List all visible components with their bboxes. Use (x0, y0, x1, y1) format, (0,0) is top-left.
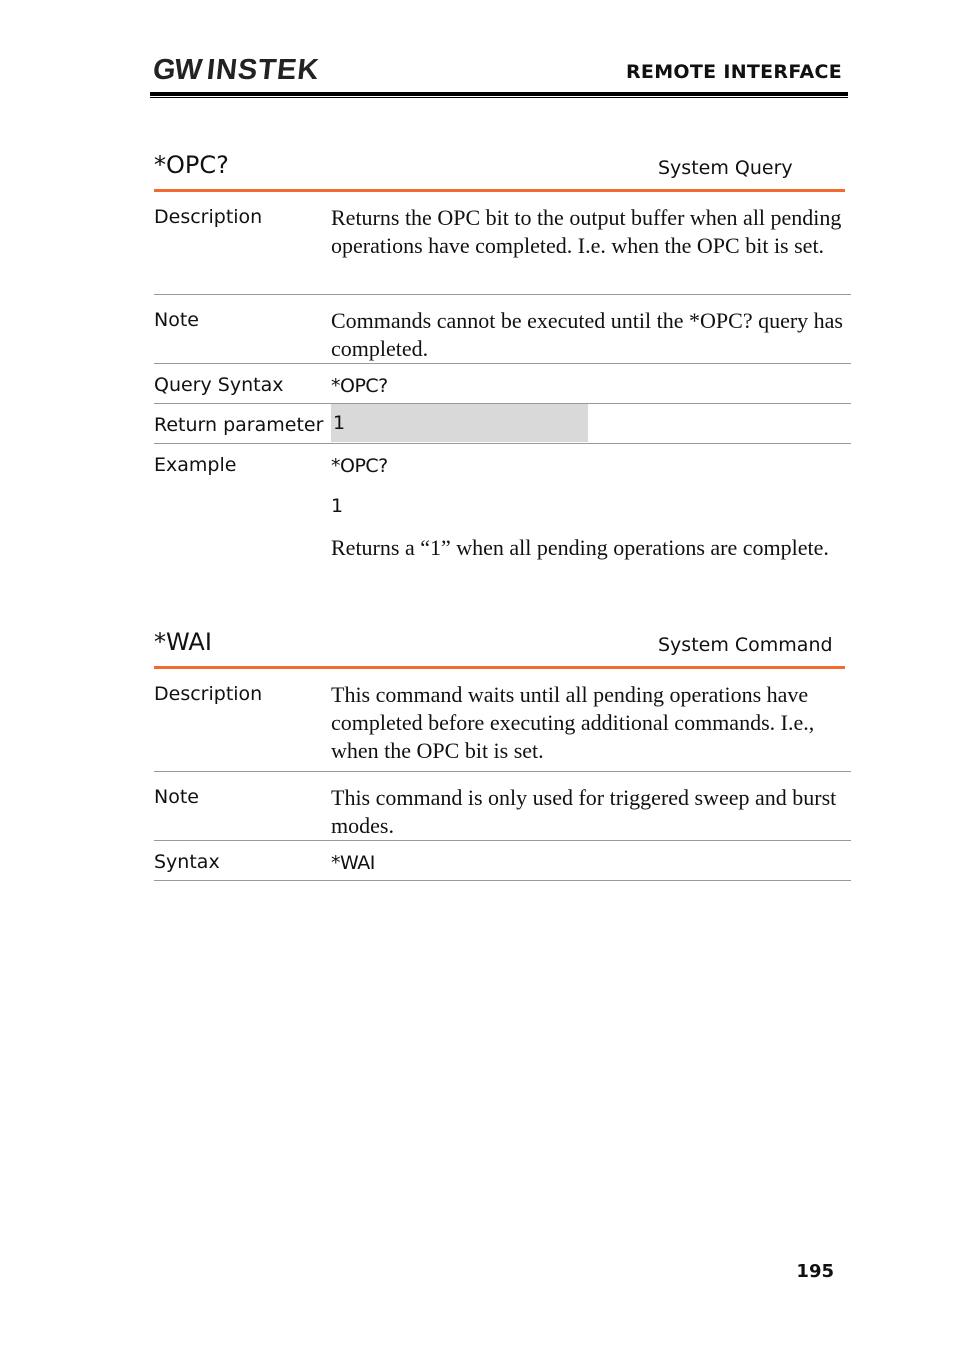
page-number: 195 (796, 1261, 834, 1282)
command-type: System Command (658, 634, 833, 656)
syntax-value: *WAI (331, 852, 375, 874)
note-text: Commands cannot be executed until the *OPC? query has completed. (331, 308, 843, 361)
query-syntax-value: *OPC? (331, 375, 388, 397)
row-label: Note (154, 786, 199, 808)
section-wai (154, 618, 851, 881)
command-title: *OPC? (154, 151, 229, 179)
row-label: Syntax (154, 851, 220, 873)
note-row (154, 772, 851, 841)
section-heading (154, 141, 851, 189)
return-value: 1 (331, 404, 588, 442)
row-label: Note (154, 309, 199, 331)
logo-gw: GW (151, 54, 203, 86)
example-command: *OPC? (331, 455, 388, 477)
command-type: System Query (658, 157, 793, 179)
gw-instek-logo (151, 54, 321, 87)
syntax-row (154, 841, 851, 881)
row-label: Description (154, 683, 263, 705)
chapter-title: REMOTE INTERFACE (626, 61, 842, 83)
example-text: Returns a “1” when all pending operations are complete. (331, 535, 829, 560)
header-rule (150, 92, 848, 96)
example-row (154, 444, 851, 594)
description-row (154, 669, 851, 772)
row-label: Return parameter (154, 414, 324, 436)
note-row (154, 295, 851, 364)
header-rule-thin (150, 97, 848, 98)
query-syntax-row (154, 364, 851, 404)
command-title: *WAI (154, 628, 212, 656)
section-opc (154, 141, 851, 594)
row-label: Example (154, 454, 237, 476)
row-label: Query Syntax (154, 374, 284, 396)
return-parameter-row (154, 404, 851, 444)
example-response: 1 (331, 495, 343, 517)
description-text: This command waits until all pending operations have completed before executing additional commands. I.e., when the OPC bit is set. (331, 682, 815, 763)
description-row (154, 192, 851, 295)
note-text: This command is only used for triggered sweep and burst modes. (331, 785, 837, 838)
description-text: Returns the OPC bit to the output buffer when all pending operations have completed. I.e. when the OPC bit is set. (331, 205, 842, 258)
logo-instek: INSTEK (205, 54, 322, 86)
row-label: Description (154, 206, 263, 228)
section-heading (154, 618, 851, 666)
